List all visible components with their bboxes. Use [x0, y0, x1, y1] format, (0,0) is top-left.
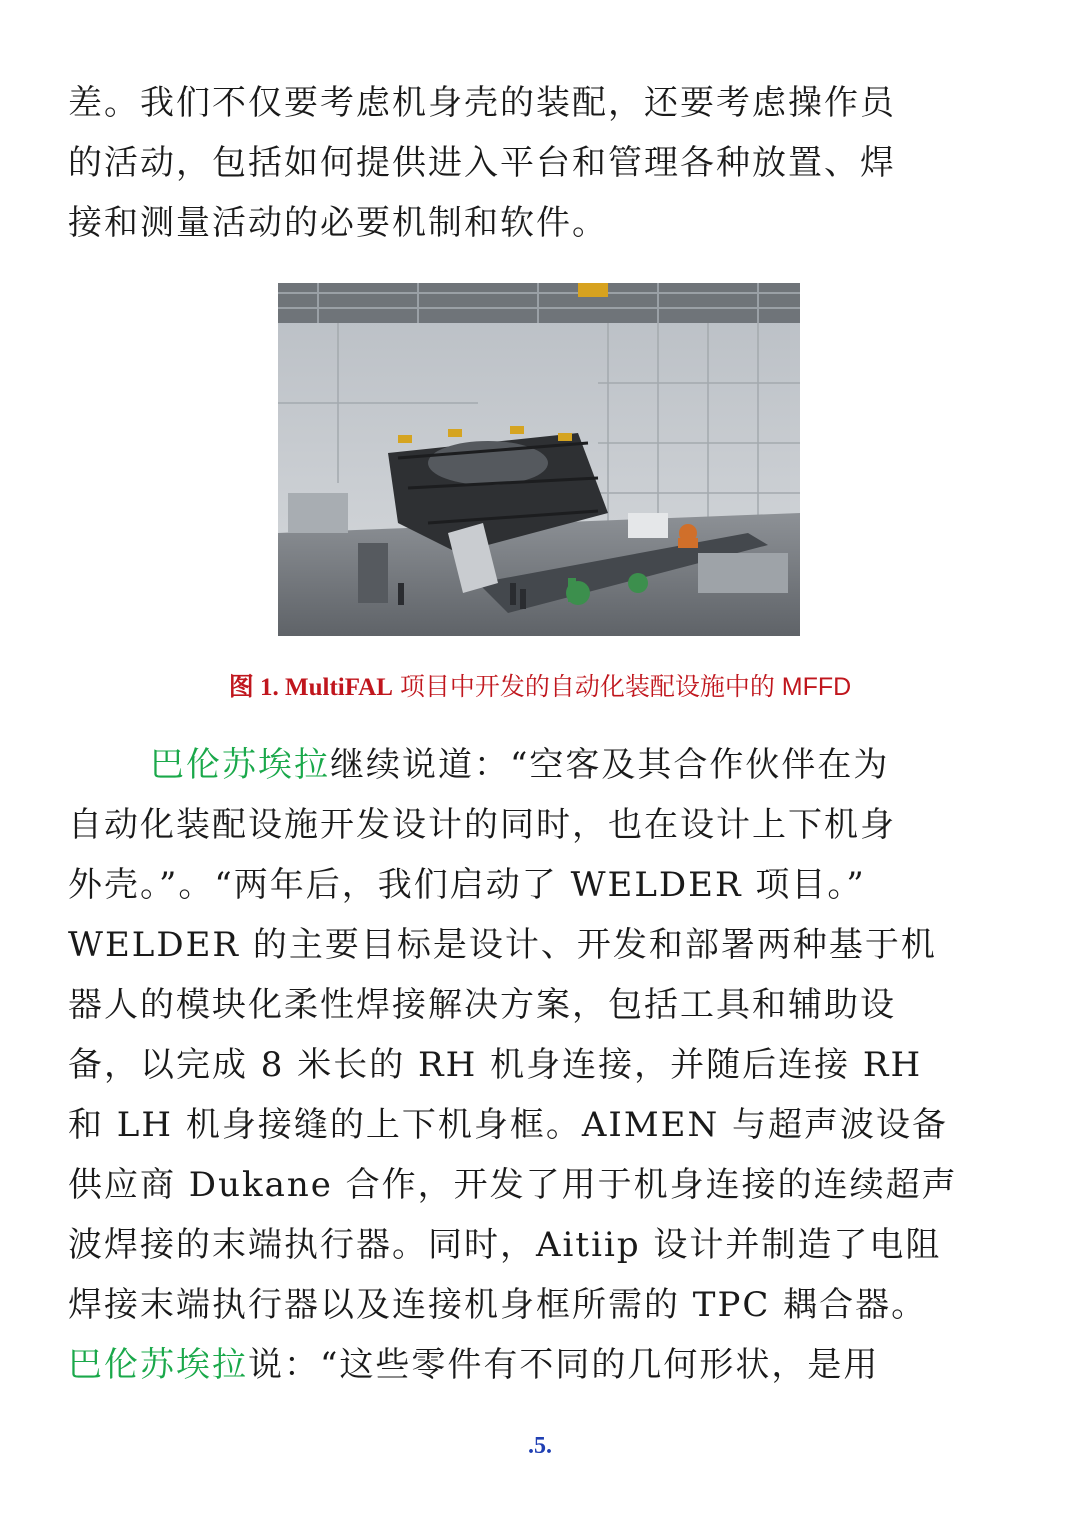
text-line: WELDER 的主要目标是设计、开发和部署两种基于机 [68, 925, 937, 965]
text-line: 的活动，包括如何提供进入平台和管理各种放置、焊 [68, 143, 896, 183]
text-line: 外壳。”。“两年后，我们启动了 WELDER 项目。” [68, 865, 866, 905]
caption-text: 项目中开发的自动化装配设施中的 MFFD [392, 673, 852, 701]
paragraph-intro [68, 73, 1008, 253]
figure-caption [0, 667, 1080, 703]
text-line: 接和测量活动的必要机制和软件。 [68, 203, 608, 243]
person-name: 巴伦苏埃拉 [68, 1345, 248, 1385]
text-line-rest: 说：“这些零件有不同的几何形状，是用 [248, 1345, 880, 1385]
text-line: 波焊接的末端执行器。同时，Aitiip 设计并制造了电阻 [68, 1225, 942, 1265]
text-line: 和 LH 机身接缝的上下机身框。AIMEN 与超声波设备 [68, 1105, 949, 1145]
text-line: 自动化装配设施开发设计的同时，也在设计上下机身 [68, 805, 896, 845]
text-line: 差。我们不仅要考虑机身壳的装配，还要考虑操作员 [68, 83, 896, 123]
text-line: 备，以完成 8 米长的 RH 机身连接，并随后连接 RH [68, 1045, 923, 1085]
factory-photo-illustration [278, 283, 800, 636]
text-line: 供应商 Dukane 合作，开发了用于机身连接的连续超声 [68, 1165, 958, 1205]
text-line: 焊接末端执行器以及连接机身框所需的 TPC 耦合器。 [68, 1285, 928, 1325]
text-line [68, 735, 1008, 795]
caption-label: 图 1. MultiFAL [228, 674, 393, 701]
figure-photo [278, 283, 800, 636]
person-name: 巴伦苏埃拉 [150, 745, 330, 785]
text-line [68, 1335, 1008, 1395]
paragraph-main [68, 735, 1008, 1395]
text-line-rest: 继续说道：“空客及其合作伙伴在为 [330, 745, 890, 785]
text-line: 器人的模块化柔性焊接解决方案，包括工具和辅助设 [68, 985, 896, 1025]
page-number: .5. [528, 1433, 552, 1459]
